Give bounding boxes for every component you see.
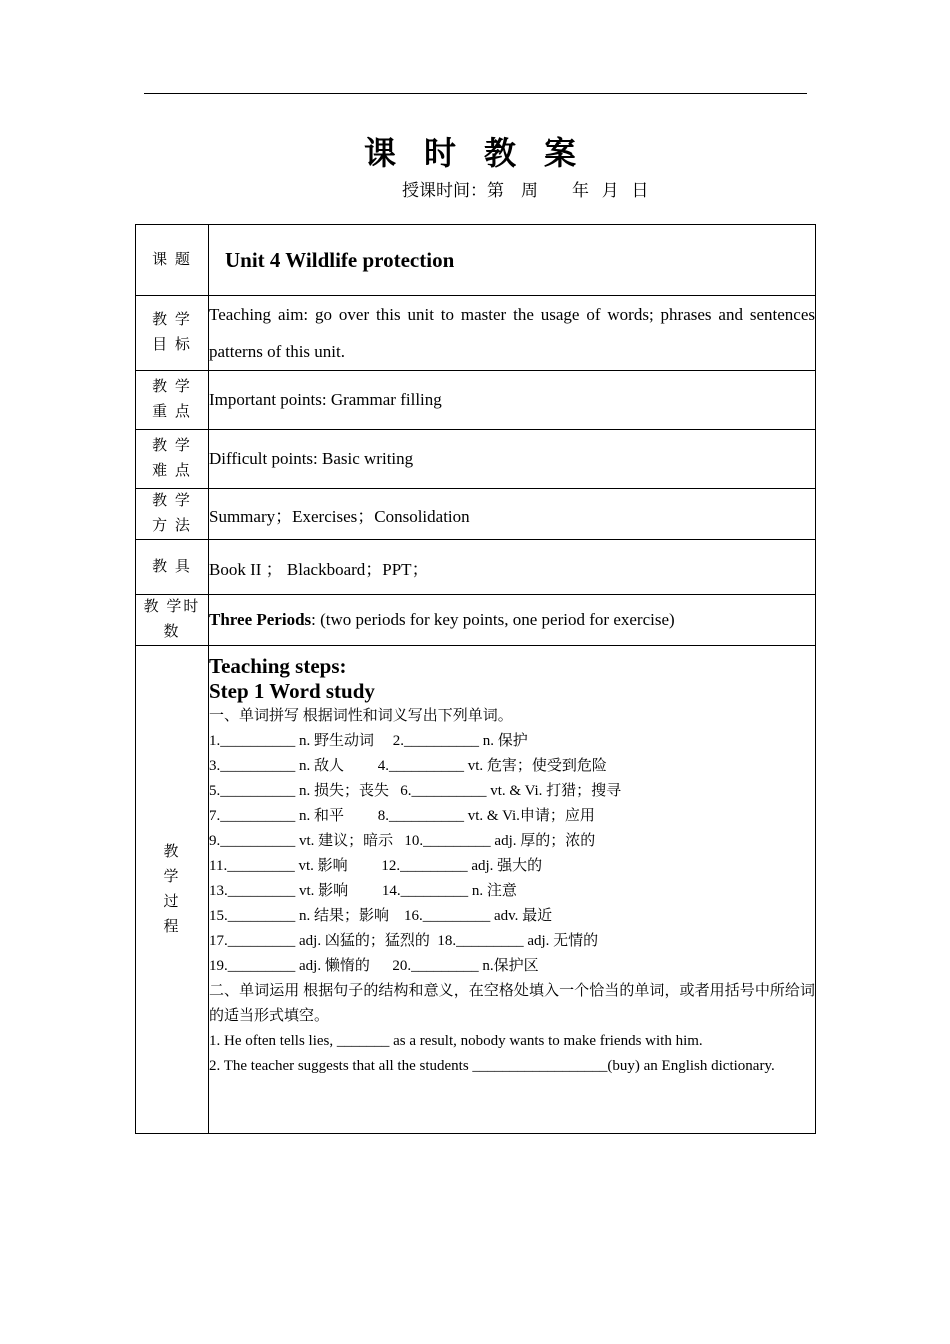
row-tools [136,540,816,595]
steps-heading: Teaching steps: [209,654,347,678]
teaching-aim: Teaching aim: go over this unit to master the usage of words; phrases and sentences patterns of this unit. [209,305,815,361]
list-item: 17._________ adj. 凶猛的；猛烈的 18._________ adj. 无情的 [209,933,599,949]
process-label: 教 学 过 程 [136,646,209,1134]
header-rule [144,93,807,94]
row-method [136,489,816,540]
list-item: 15._________ n. 结果；影响 16._________ adv. 最近 [209,908,553,924]
list-item: 7.__________ n. 和平 8.__________ vt. & Vi.申请；应用 [209,808,595,824]
lesson-date: 授课时间：第 周 年 月 日 [402,181,649,200]
list-item: 13._________ vt. 影响 14._________ n. 注意 [209,883,517,899]
teaching-hours: Three Periods: (two periods for key points, one period for exercise) [209,595,816,646]
row-process [136,646,816,1134]
row-key-points [136,371,816,430]
method-label: 教 学 方 法 [136,489,209,540]
list-item: 11._________ vt. 影响 12._________ adj. 强大的 [209,858,543,874]
question-2: 2. The teacher suggests that all the students __________________(buy) an English dictionary. [209,1058,775,1074]
aim-label: 教 学 目 标 [136,296,209,371]
unit-title: Unit 4 Wildlife protection [225,247,455,272]
row-difficult-points [136,430,816,489]
question-1: 1. He often tells lies, _______ as a result, nobody wants to make friends with him. [209,1033,703,1049]
row-hours [136,595,816,646]
list-item: 3.__________ n. 敌人 4.__________ vt. 危害；使受到危险 [209,758,607,774]
important-points: Important points: Grammar filling [209,371,816,430]
hours-label: 教 学时 数 [136,595,209,646]
lesson-plan-table [135,224,816,1134]
teaching-method: Summary；Exercises；Consolidation [209,489,816,540]
teaching-tools: Book II ； Blackboard；PPT； [209,540,816,595]
difficult-label: 教 学 难 点 [136,430,209,489]
page-title: 课 时 教 案 [363,135,586,171]
tools-label: 教 具 [136,540,209,595]
list-item: 5.__________ n. 损失；丧失 6.__________ vt. & Vi. 打猎；搜寻 [209,783,622,799]
list-item: 19._________ adj. 懒惰的 20._________ n.保护区 [209,958,539,974]
row-topic [136,225,816,296]
key-label: 教 学 重 点 [136,371,209,430]
row-aim [136,296,816,371]
step-title: Step 1 Word study [209,679,375,703]
section-2-instruction: 二、单词运用 根据句子的结构和意义，在空格处填入一个恰当的单词，或者用括号中所给词的适当形式填空。 [209,983,815,1024]
list-item: 9.__________ vt. 建议；暗示 10._________ adj. 厚的；浓的 [209,833,596,849]
teaching-steps [209,646,816,1134]
difficult-points: Difficult points: Basic writing [209,430,816,489]
section-1-instruction: 一、单词拼写 根据词性和词义写出下列单词。 [209,708,513,724]
list-item: 1.__________ n. 野生动词 2.__________ n. 保护 [209,733,528,749]
topic-label: 课 题 [136,225,209,296]
